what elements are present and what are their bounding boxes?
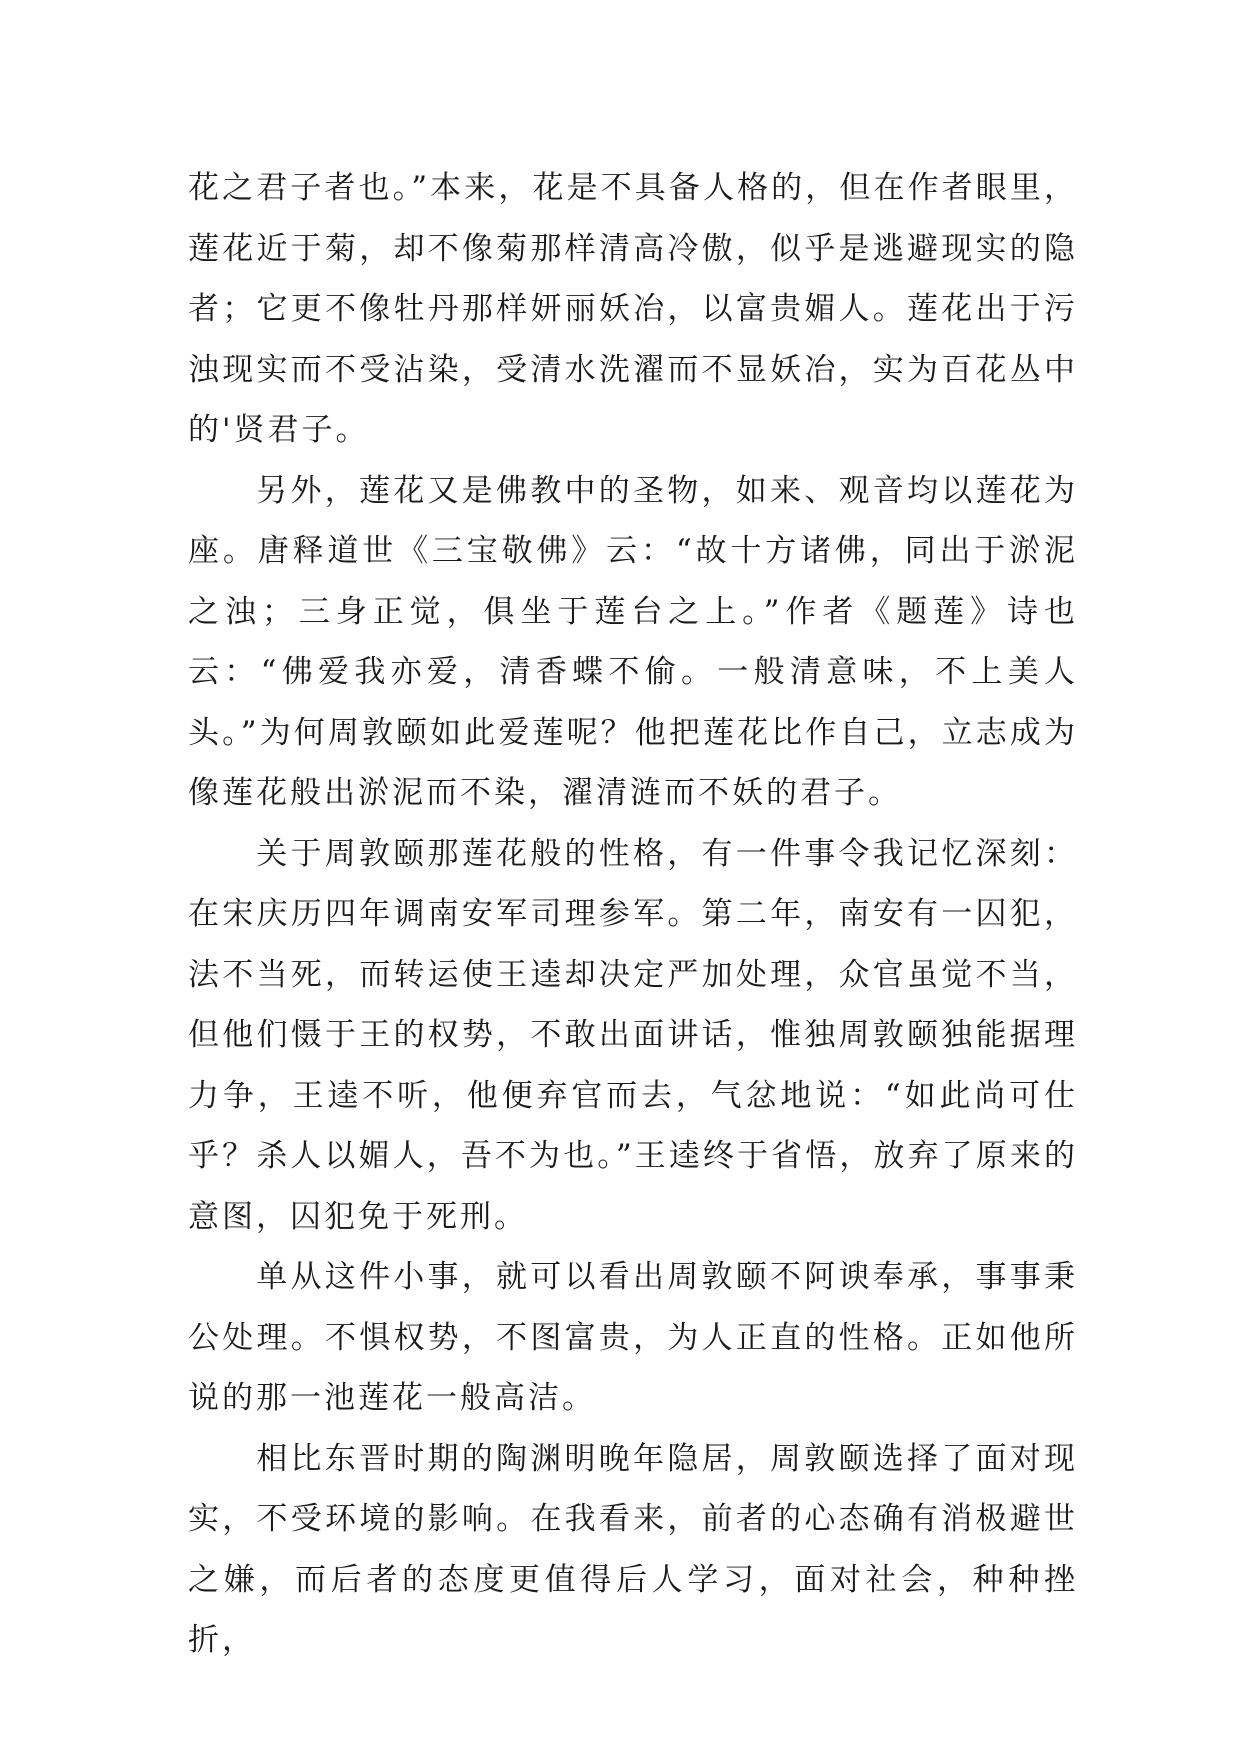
paragraph-5: 相比东晋时期的陶渊明晚年隐居，周敦颐选择了面对现实，不受环境的影响。在我看来，前者的心态确有消极避世之嫌，而后者的态度更值得后人学习，面对社会，种种挫折， xyxy=(188,1440,1078,1658)
paragraph-2: 另外，莲花又是佛教中的圣物，如来、观音均以莲花为座。唐释道世《三宝敬佛》云：“故十方诸佛，同出于淤泥之浊；三身正觉，俱坐于莲台之上。”作者《题莲》诗也云：“佛爱我亦爱，清香蝶不偷。一般清意味，不上美人头。”为何周敦颐如此爱莲呢？他把莲花比作自己，立志成为像莲花般出淤泥而不染，濯清涟而不妖的君子。 xyxy=(188,472,1078,811)
paragraph-3: 关于周敦颐那莲花般的性格，有一件事令我记忆深刻：在宋庆历四年调南安军司理参军。第二年，南安有一囚犯，法不当死，而转运使王逵却决定严加处理，众官虽觉不当，但他们慑于王的权势，不敢出面讲话，惟独周敦颐独能据理力争，王逵不听，他便弃官而去，气忿地说：“如此尚可仕乎？杀人以媚人，吾不为也。”王逵终于省悟，放弃了原来的意图，囚犯免于死刑。 xyxy=(188,835,1078,1235)
paragraph-1: 花之君子者也。”本来，花是不具备人格的，但在作者眼里，莲花近于菊，却不像菊那样清高冷傲，似乎是逃避现实的隐者；它更不像牡丹那样妍丽妖冶，以富贵媚人。莲花出于污浊现实而不受沾染，受清水洗濯而不显妖冶，实为百花丛中的'贤君子。 xyxy=(188,170,1078,448)
document-body xyxy=(188,158,1078,1671)
paragraph-4: 单从这件小事，就可以看出周敦颐不阿谀奉承，事事秉公处理。不惧权势，不图富贵，为人正直的性格。正如他所说的那一池莲花一般高洁。 xyxy=(188,1259,1078,1416)
